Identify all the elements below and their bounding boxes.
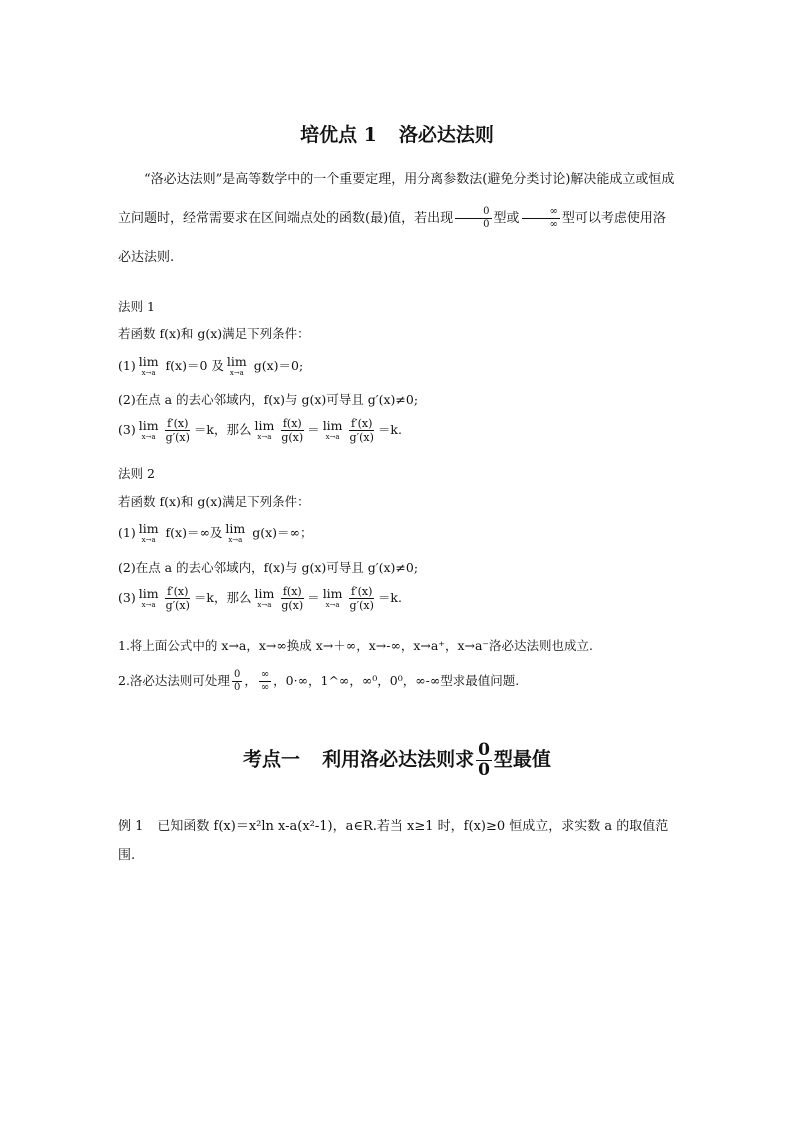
example-text: 已知函数 f(x)＝x²ln x-a(x²-1)，a∈R.若当 x≥1 时，f(x)≥0 恒成立，求实数 a 的取值范围. bbox=[118, 819, 669, 863]
rule1-c3: (3) lim x→a $\frac{f'(x)}{g'(x)}$ ＝k，那么 lim x→a $\frac{f(x)}{g(x)}$ ＝ lim x→a $\frac{f'(x)}{g'(x)}$ ＝k. bbox=[118, 417, 402, 444]
note-1: 1.将上面公式中的 x→a，x→∞换成 x→＋∞，x→-∞，x→a⁺，x→a⁻洛必达法则也成立. bbox=[118, 638, 594, 653]
intro-paragraph: “洛必达法则”是高等数学中的一个重要定理，用分离参数法(避免分类讨论)解决能成立或恒成立问题时，经常需要求在区间端点处的函数(最)值，若出现 $\frac{0}{0}$ 型或 $\frac{\infty}{\infty}$ 型可以考虑使用洛必达法则. bbox=[118, 172, 675, 265]
zero-over-zero: $\frac{0}{0}$ bbox=[455, 207, 491, 230]
rule1-heading: 法则 1 bbox=[118, 299, 155, 314]
rule2-heading: 法则 2 bbox=[118, 466, 155, 481]
page-title bbox=[0, 120, 794, 147]
title-name: 洛必达法则 bbox=[398, 124, 494, 146]
rule2-c2: (2)在点 a 的去心邻域内，f(x)与 g(x)可导且 g′(x)≠0; bbox=[118, 560, 419, 575]
section-heading: 考点一 利用洛必达法则求 $\frac{0}{0}$ 型最值 bbox=[243, 740, 551, 780]
title-number: 培优点 1 bbox=[300, 124, 377, 146]
note-2: 2.洛必达法则可处理 $\frac{0}{0}$ ， $\frac{\infty}{\infty}$ ，0·∞，1^∞，∞⁰，0⁰，∞-∞型求最值问题. bbox=[118, 669, 520, 693]
inf-over-inf: $\frac{\infty}{\infty}$ bbox=[522, 207, 560, 230]
rule1-c1: (1) lim x→a f(x)＝0 及 lim x→a g(x)＝0; bbox=[118, 354, 304, 377]
rule2-condition: 若函数 f(x)和 g(x)满足下列条件： bbox=[118, 494, 310, 509]
example-1 bbox=[118, 812, 678, 870]
example-label: 例 1 bbox=[118, 819, 144, 834]
rule1-c2: (2)在点 a 的去心邻域内，f(x)与 g(x)可导且 g′(x)≠0; bbox=[118, 392, 419, 407]
rule2-c3: (3) lim x→a $\frac{f'(x)}{g'(x)}$ ＝k，那么 lim x→a $\frac{f(x)}{g(x)}$ ＝ lim x→a $\frac{f'(x)}{g'(x)}$ ＝k. bbox=[118, 585, 402, 612]
rule2-c1: (1) lim x→a f(x)＝∞及 lim x→a g(x)＝∞； bbox=[118, 521, 313, 544]
rule1-condition: 若函数 f(x)和 g(x)满足下列条件： bbox=[118, 326, 310, 341]
